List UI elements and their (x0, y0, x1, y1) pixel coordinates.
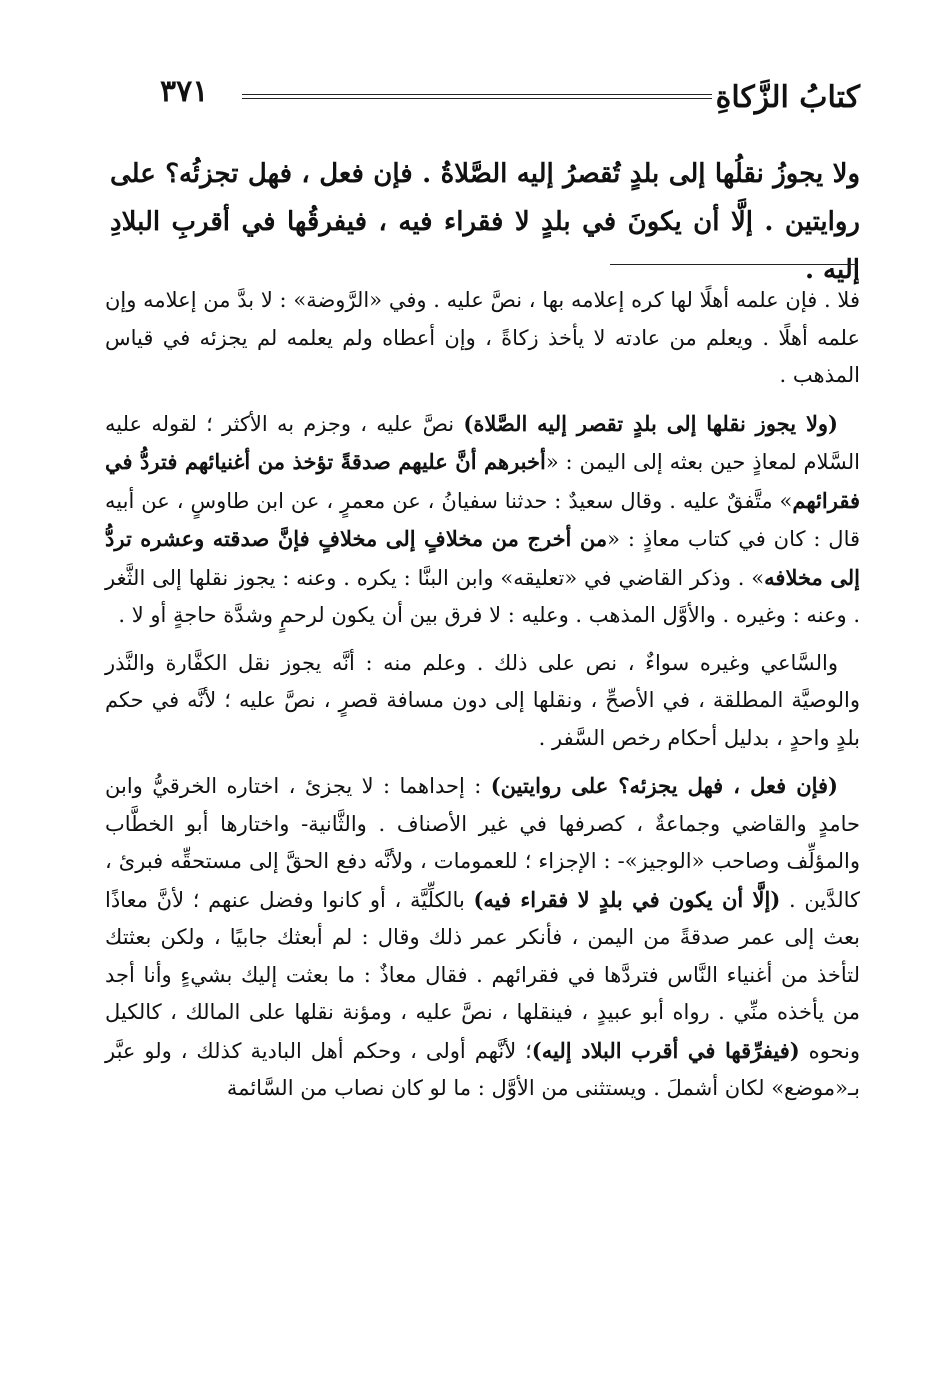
commentary-text: : إحداهما : لا يجزئ ، اختاره الخرقيُّ وابن حامدٍ والقاضي وجماعةٌ ، كصرفها في غير الأصناف . والثَّانية- واختارها أبو الخطَّاب والمؤلِّف وصاحب «الوجيز»- : الإجزاء ؛ للعمومات ، ولأنَّه دفع الحقَّ إلى مستحقِّه فبرئ ، كالدَّين . (105, 774, 860, 912)
commentary-text: بالكلِّيَّة ، أو كانوا وفضل عنهم ؛ لأنَّ معاذًا بعث إلى عمر صدقةً من اليمن ، فأنكر عمر ذلك وقال : لم أبعثك جابيًا ، ولكن بعثتك لتأخذ من أغنياء النَّاس فتردَّها في فقرائهم . فقال معاذٌ : ما بعثت إليك بشيءٍ وأنا أجد من يأخذه منِّي . رواه أبو عبيدٍ ، فينقلها ، نصَّ عليه ، ومؤنة نقلها على المالك ، كالكيل ونحوه (105, 887, 860, 1063)
header-rule (242, 94, 712, 99)
commentary (105, 282, 860, 1118)
commentary-text: » متَّفقٌ عليه . وقال سعيدٌ : حدثنا سفيانُ ، عن معمرٍ ، عن ابن طاوسٍ ، عن أبيه قال : كان في كتاب معاذٍ : « (105, 488, 861, 551)
commentary-text: ؛ لأنَّهم أولى ، وحكم أهل البادية كذلك ، ولو عبَّر بـ«موضع» لكان أشملَ . ويستثنى من الأوَّل : ما لو كان نصاب من السَّائمة (105, 1038, 860, 1100)
page-number: ٣٧١ (160, 74, 209, 109)
hadith-text: أخبرهم أنَّ عليهم صدقةً تؤخذ من أغنيائهم فتردُّ في فقرائهم (105, 449, 860, 513)
quoted-matn: (إلَّا أن يكون في بلدٍ لا فقراء فيه) (473, 886, 781, 912)
hadith-text: من أخرج من مخلافٍ إلى مخلافٍ فإنَّ صدقته وعشره تردُّ إلى مخلافه (105, 526, 860, 590)
quoted-matn: (ولا يجوز نقلها إلى بلدٍ تقصر إليه الصَّلاة) (463, 410, 838, 436)
commentary-text: » . وذكر القاضي في «تعليقه» وابن البنَّا : يكره . وعنه : يجوز نقلها إلى الثَّغر . وعنه : وغيره . والأوَّل المذهب . وعليه : لا فرق بين أن يكون لرحمٍ وشدَّة حاجةٍ أو لا . (105, 565, 860, 627)
quoted-matn: (فيفرِّقها في أقرب البلاد إليه) (531, 1037, 800, 1063)
commentary-text: نصَّ عليه ، وجزم به الأكثر ؛ لقوله عليه السَّلام لمعاذٍ حين بعثه إلى اليمن : « (105, 411, 860, 474)
section-divider (610, 264, 858, 265)
main-text: ولا يجوزُ نقلُها إلى بلدٍ تُقصرُ إليه الصَّلاةُ . فإن فعل ، فهل تجزئُه؟ على روايتين . إلَّا أن يكونَ في بلدٍ لا فقراء فيه ، فيفرقُها في أقربِ البلادِ إليه . (110, 159, 860, 285)
commentary-paragraph-1: فلا . فإن علمه أهلًا لها كره إعلامه بها ، نصَّ عليه . وفي «الرَّوضة» : لا بدَّ من إعلامه وإن علمه أهلًا . ويعلم من عادته لا يأخذ زكاةً ، وإن أعطاه ولم يعلمه لم يجزئه في قياس المذهب . (105, 288, 860, 387)
commentary-paragraph-2 (105, 405, 860, 635)
page-header (150, 72, 860, 122)
quoted-matn: (فإن فعل ، فهل يجزئه؟ على روايتين) (490, 773, 838, 798)
commentary-paragraph-3: والسَّاعي وغيره سواءٌ ، نص على ذلك . وعلم منه : أنَّه يجوز نقل الكفَّارة والنَّذر والوصيَّة المطلقة ، في الأصحِّ ، ونقلها إلى دون مسافة قصرٍ ، نصَّ عليه ؛ لأنَّه في حكم بلدٍ واحدٍ ، بدليل أحكام رخص السَّفر . (105, 650, 860, 750)
commentary-paragraph-4 (105, 767, 860, 1108)
running-title: كتابُ الزَّكاةِ (715, 80, 860, 115)
